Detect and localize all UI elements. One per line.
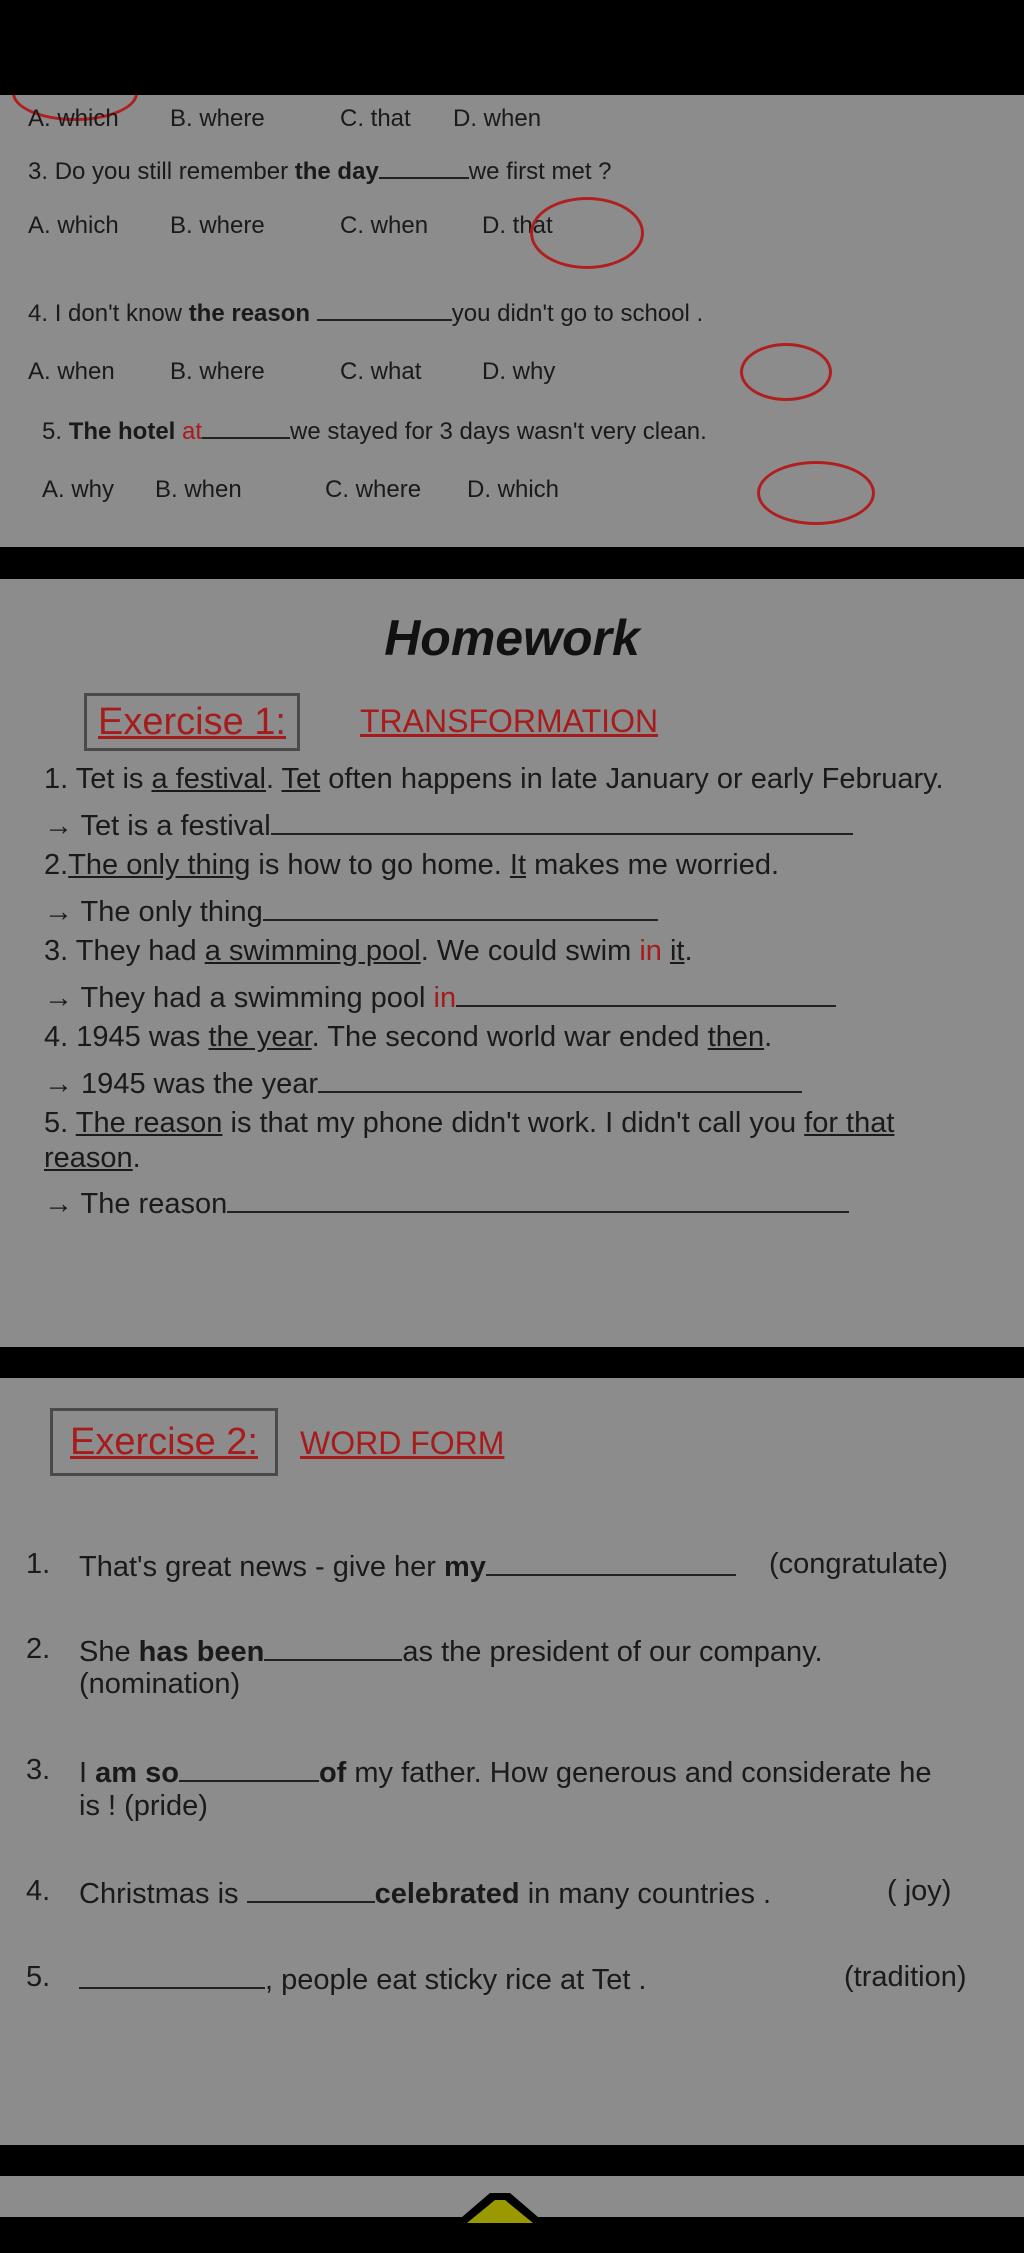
- item-text: often happens in late January or early February.: [328, 763, 944, 795]
- word-form-hint-2: (nomination): [79, 1668, 241, 1700]
- answer-blank[interactable]: [486, 1548, 736, 1576]
- word-form-item-5: [26, 1961, 50, 1994]
- question-3: [28, 153, 612, 186]
- item-keyword: am so: [95, 1757, 179, 1789]
- item-text: .: [265, 763, 274, 795]
- item-text: I: [79, 1757, 88, 1789]
- word-form-text-2: [79, 1633, 823, 1669]
- answer-prompt: → They had a swimming pool: [44, 982, 426, 1014]
- question-4: [28, 295, 703, 328]
- question-5: [42, 413, 707, 446]
- q2-option-c: C. that: [340, 105, 411, 132]
- homework-panel: [0, 579, 1024, 1347]
- item-underlined: it: [669, 935, 685, 967]
- item-number: 3.: [26, 1754, 51, 1786]
- word-form-hint-5: (tradition): [844, 1961, 967, 1993]
- word-form-text-5: [79, 1961, 647, 1997]
- answer-blank[interactable]: [379, 153, 469, 179]
- question-number: 4.: [28, 300, 49, 327]
- question-keyword: the day: [294, 158, 379, 185]
- item-underlined: It: [509, 849, 527, 881]
- item-underlined: then: [707, 1021, 765, 1053]
- item-number: 2.: [44, 849, 69, 881]
- answer-line[interactable]: [227, 1185, 849, 1213]
- item-keyword: of: [318, 1757, 347, 1789]
- homework-title: Homework: [384, 610, 640, 666]
- item-underlined: a festival: [151, 763, 266, 795]
- question-keyword: The hotel: [68, 418, 176, 445]
- item-text: is how to go home.: [258, 849, 502, 881]
- word-form-item-3: [26, 1754, 50, 1787]
- question-preposition: at: [182, 418, 203, 445]
- item-number: 5.: [44, 1107, 69, 1139]
- transformation-answer-1: [44, 807, 853, 843]
- q3-option-b: B. where: [170, 212, 265, 239]
- item-underlined: for that: [804, 1107, 895, 1139]
- word-form-text-1: [79, 1548, 736, 1584]
- item-keyword: celebrated: [374, 1878, 520, 1910]
- item-text: my father. How generous and considerate he: [354, 1757, 932, 1789]
- item-number: 1.: [44, 763, 69, 795]
- question-number: 5.: [42, 418, 63, 445]
- transformation-item-4: [44, 1021, 772, 1054]
- answer-blank[interactable]: [179, 1754, 319, 1782]
- item-text: She: [79, 1636, 131, 1668]
- q3-option-a: A. which: [28, 212, 119, 239]
- question-text: I don't know: [54, 300, 183, 327]
- answer-line[interactable]: [271, 807, 853, 835]
- q5-option-c: C. where: [325, 476, 422, 503]
- word-form-item-1: [26, 1548, 50, 1581]
- word-form-text-4: [79, 1875, 771, 1911]
- question-text-end: you didn't go to school .: [451, 300, 704, 327]
- q4-option-b: B. where: [170, 358, 265, 385]
- transformation-item-5-cont: [44, 1142, 141, 1175]
- word-form-hint-4: ( joy): [887, 1875, 952, 1907]
- answer-circle-q4: [740, 343, 832, 401]
- answer-blank[interactable]: [264, 1633, 402, 1661]
- item-text: 1945 was: [76, 1021, 201, 1053]
- item-text: They had: [75, 935, 197, 967]
- answer-circle-q3: [530, 197, 644, 269]
- q4-option-a: A. when: [28, 358, 115, 385]
- exercise-2-label: Exercise 2:: [50, 1408, 278, 1476]
- question-text-end: we stayed for 3 days wasn't very clean.: [290, 418, 707, 445]
- item-text: Tet is: [75, 763, 144, 795]
- answer-preposition: in: [433, 982, 457, 1014]
- item-underlined: The only thing: [68, 849, 251, 881]
- q4-option-c: C. what: [340, 358, 422, 385]
- item-text: makes me worried.: [534, 849, 780, 881]
- transformation-answer-2: [44, 893, 658, 929]
- question-text: Do you still remember: [54, 158, 289, 185]
- item-keyword: my: [443, 1551, 486, 1583]
- q4-option-d: D. why: [482, 358, 556, 385]
- answer-blank[interactable]: [247, 1875, 375, 1903]
- question-keyword: the reason: [188, 300, 311, 327]
- exercise-1-heading: TRANSFORMATION: [360, 703, 659, 739]
- item-text: , people eat sticky rice at Tet .: [265, 1964, 647, 1996]
- answer-prompt: → 1945 was the year: [44, 1068, 319, 1100]
- item-underlined: Tet: [281, 763, 321, 795]
- exercise-2-heading: WORD FORM: [300, 1425, 505, 1461]
- item-text: as the president of our company.: [402, 1636, 823, 1668]
- item-underlined: The reason: [75, 1107, 223, 1139]
- word-form-text-3: [79, 1754, 932, 1790]
- transformation-item-5: [44, 1107, 894, 1140]
- answer-circle-q5: [757, 461, 875, 525]
- answer-prompt: → Tet is a festival: [44, 810, 271, 842]
- transformation-answer-5: [44, 1185, 849, 1221]
- q5-option-a: A. why: [42, 476, 115, 503]
- item-text: .: [684, 935, 693, 967]
- word-form-item-4: [26, 1875, 50, 1908]
- answer-line[interactable]: [263, 893, 658, 921]
- answer-blank[interactable]: [202, 413, 290, 439]
- item-preposition: in: [639, 935, 662, 967]
- item-underlined: reason: [44, 1142, 133, 1174]
- exercise-1-label: Exercise 1:: [84, 693, 300, 751]
- answer-prompt: → The reason: [44, 1188, 228, 1220]
- question-text-end: we first met ?: [468, 158, 612, 185]
- item-keyword: has been: [138, 1636, 265, 1668]
- item-text: .: [132, 1142, 141, 1174]
- transformation-item-1: [44, 763, 944, 796]
- q3-option-c: C. when: [340, 212, 429, 239]
- transformation-item-3: [44, 935, 693, 968]
- q3-option-d: D. that: [482, 212, 553, 239]
- item-number: 5.: [26, 1961, 51, 1993]
- item-text: Christmas is: [79, 1878, 239, 1910]
- warning-sign-icon: [415, 2183, 585, 2253]
- answer-line[interactable]: [456, 979, 836, 1007]
- q2-option-d: D. when: [453, 105, 542, 132]
- item-text: That's great news - give her: [79, 1551, 436, 1583]
- transformation-answer-4: [44, 1065, 802, 1101]
- word-form-hint-1: (congratulate): [769, 1548, 948, 1580]
- answer-blank[interactable]: [79, 1961, 265, 1989]
- item-text: in many countries .: [527, 1878, 772, 1910]
- item-number: 4.: [44, 1021, 69, 1053]
- transformation-answer-3: [44, 979, 836, 1015]
- q5-option-d: D. which: [467, 476, 560, 503]
- item-text: is that my phone didn't work. I didn't call you: [230, 1107, 797, 1139]
- q2-option-b: B. where: [170, 105, 265, 132]
- item-underlined: a swimming pool: [204, 935, 421, 967]
- question-number: 3.: [28, 158, 49, 185]
- item-number: 3.: [44, 935, 69, 967]
- word-form-line2-3: is ! (pride): [79, 1790, 208, 1822]
- answer-line[interactable]: [318, 1065, 802, 1093]
- item-underlined: the year: [208, 1021, 312, 1053]
- item-number: 4.: [26, 1875, 51, 1907]
- mcq-panel: [0, 95, 1024, 547]
- exercise-2-panel: [0, 1378, 1024, 2145]
- transformation-item-2: [44, 849, 779, 882]
- q5-option-b: B. when: [155, 476, 242, 503]
- item-text: .: [764, 1021, 773, 1053]
- answer-blank[interactable]: [317, 295, 452, 321]
- word-form-item-2: [26, 1633, 50, 1666]
- item-text: . The second world war ended: [311, 1021, 700, 1053]
- item-text: . We could swim: [420, 935, 632, 967]
- q2-option-a: A. which: [28, 105, 119, 132]
- answer-prompt: → The only thing: [44, 896, 263, 928]
- item-number: 2.: [26, 1633, 51, 1665]
- item-number: 1.: [26, 1548, 51, 1580]
